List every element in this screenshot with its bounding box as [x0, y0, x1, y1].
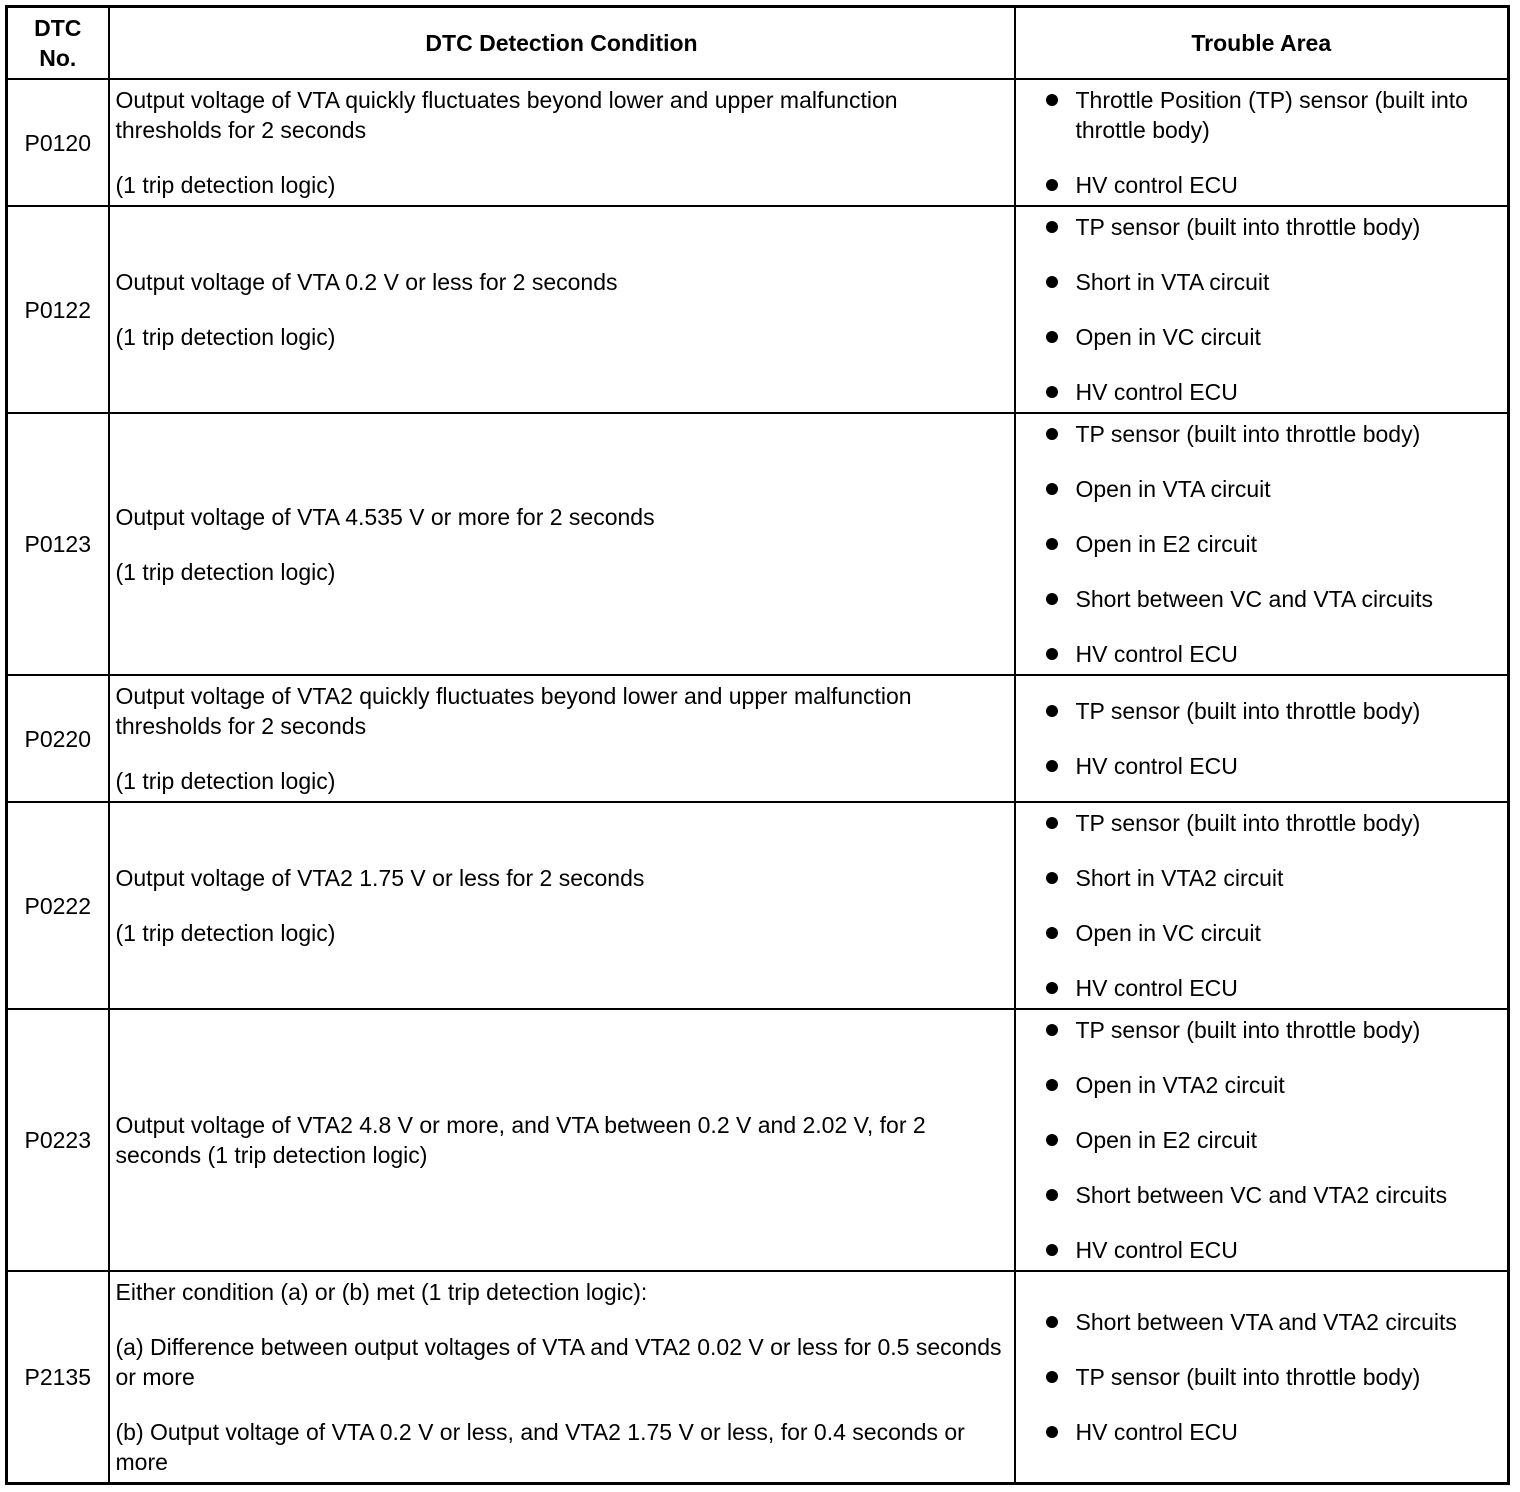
bullet-icon	[1046, 1316, 1058, 1328]
table-row	[7, 1271, 1509, 1483]
trouble-area-text: HV control ECU	[1075, 641, 1238, 667]
bullet-icon	[1046, 1371, 1058, 1383]
trouble-area-item	[1022, 1015, 1502, 1045]
bullet-icon	[1046, 386, 1058, 398]
condition-text: Output voltage of VTA quickly fluctuates beyond lower and upper malfunction thresholds for 2 seconds	[115, 87, 898, 143]
header-trouble-area: Trouble Area	[1015, 7, 1509, 80]
trouble-area-text: TP sensor (built into throttle body)	[1075, 810, 1421, 836]
condition-text: (1 trip detection logic)	[115, 324, 336, 350]
trouble-area-text: TP sensor (built into throttle body)	[1075, 1017, 1421, 1043]
trouble-area-text: Open in E2 circuit	[1075, 1127, 1258, 1153]
trouble-area-text: Open in VTA circuit	[1075, 476, 1271, 502]
dtc-table	[5, 5, 1510, 1485]
dtc-code-cell: P0220	[7, 675, 109, 802]
trouble-area-text: Short in VTA2 circuit	[1075, 865, 1284, 891]
condition-text: (1 trip detection logic)	[115, 920, 336, 946]
condition-text: Output voltage of VTA2 1.75 V or less for 2 seconds	[115, 865, 645, 891]
trouble-area-text: TP sensor (built into throttle body)	[1075, 1363, 1421, 1390]
condition-cell	[109, 79, 1015, 206]
trouble-area-item	[1022, 1235, 1502, 1265]
trouble-area-cell	[1015, 206, 1509, 413]
trouble-area-item	[1022, 1070, 1502, 1100]
trouble-area-cell	[1015, 675, 1509, 802]
trouble-area-item	[1022, 322, 1502, 352]
trouble-area-text: HV control ECU	[1075, 1418, 1238, 1445]
trouble-area-text: TP sensor (built into throttle body)	[1075, 214, 1421, 240]
trouble-area-list	[1022, 85, 1502, 200]
trouble-area-text: Open in VC circuit	[1075, 324, 1261, 350]
condition-text: Output voltage of VTA2 4.8 V or more, and VTA between 0.2 V and 2.02 V, for 2 seconds (1 trip detection logic)	[115, 1112, 926, 1168]
trouble-area-list	[1022, 696, 1502, 781]
trouble-area-text: HV control ECU	[1075, 172, 1238, 198]
bullet-icon	[1046, 1134, 1058, 1146]
bullet-icon	[1046, 648, 1058, 660]
condition-cell	[109, 206, 1015, 413]
trouble-area-item	[1022, 377, 1502, 407]
trouble-area-item	[1022, 1307, 1502, 1337]
trouble-area-item	[1022, 696, 1502, 726]
trouble-area-item	[1022, 267, 1502, 297]
trouble-area-text: Short in VTA circuit	[1075, 269, 1270, 295]
condition-cell	[109, 1009, 1015, 1271]
trouble-area-list	[1022, 1307, 1502, 1447]
trouble-area-item	[1022, 1180, 1502, 1210]
trouble-area-item	[1022, 1125, 1502, 1155]
trouble-area-item	[1022, 212, 1502, 242]
table-row	[7, 802, 1509, 1009]
trouble-area-text: Short between VTA and VTA2 circuits	[1075, 1308, 1457, 1335]
bullet-icon	[1046, 538, 1058, 550]
trouble-area-text: TP sensor (built into throttle body)	[1075, 698, 1421, 724]
condition-text: Output voltage of VTA 0.2 V or less for 2 seconds	[115, 269, 618, 295]
header-dtc-no	[7, 7, 109, 80]
trouble-area-list	[1022, 212, 1502, 407]
trouble-area-item	[1022, 918, 1502, 948]
bullet-icon	[1046, 221, 1058, 233]
bullet-icon	[1046, 593, 1058, 605]
trouble-area-item	[1022, 863, 1502, 893]
bullet-icon	[1046, 1079, 1058, 1091]
table-row	[7, 1009, 1509, 1271]
trouble-area-item	[1022, 474, 1502, 504]
condition-text: Either condition (a) or (b) met (1 trip detection logic):	[115, 1278, 648, 1305]
bullet-icon	[1046, 1189, 1058, 1201]
trouble-area-text: HV control ECU	[1075, 1237, 1238, 1263]
condition-text: (1 trip detection logic)	[115, 558, 336, 585]
bullet-icon	[1046, 705, 1058, 717]
bullet-icon	[1046, 179, 1058, 191]
trouble-area-list	[1022, 808, 1502, 1003]
trouble-area-cell	[1015, 1009, 1509, 1271]
trouble-area-cell	[1015, 802, 1509, 1009]
trouble-area-list	[1022, 419, 1502, 669]
condition-text: (a) Difference between output voltages of VTA and VTA2 0.02 V or less for 0.5 seconds or more	[115, 1333, 1002, 1390]
bullet-icon	[1046, 1024, 1058, 1036]
bullet-icon	[1046, 428, 1058, 440]
trouble-area-text: HV control ECU	[1075, 975, 1238, 1001]
table-body	[7, 79, 1509, 1483]
trouble-area-text: HV control ECU	[1075, 753, 1238, 779]
trouble-area-list	[1022, 1015, 1502, 1265]
bullet-icon	[1046, 872, 1058, 884]
trouble-area-text: TP sensor (built into throttle body)	[1075, 421, 1421, 447]
bullet-icon	[1046, 94, 1058, 106]
trouble-area-cell	[1015, 413, 1509, 675]
table-row	[7, 413, 1509, 675]
condition-cell	[109, 1271, 1015, 1483]
condition-text: Output voltage of VTA2 quickly fluctuates beyond lower and upper malfunction thresholds for 2 seconds	[115, 683, 912, 739]
trouble-area-item	[1022, 1362, 1502, 1392]
header-condition: DTC Detection Condition	[109, 7, 1015, 80]
table-row	[7, 675, 1509, 802]
trouble-area-text: Throttle Position (TP) sensor (built into throttle body)	[1075, 87, 1468, 143]
header-row	[7, 7, 1509, 80]
condition-cell	[109, 675, 1015, 802]
bullet-icon	[1046, 760, 1058, 772]
bullet-icon	[1046, 483, 1058, 495]
trouble-area-text: HV control ECU	[1075, 379, 1238, 405]
bullet-icon	[1046, 331, 1058, 343]
condition-cell	[109, 802, 1015, 1009]
condition-text: (1 trip detection logic)	[115, 768, 336, 794]
dtc-code-cell: P0223	[7, 1009, 109, 1271]
trouble-area-cell	[1015, 1271, 1509, 1483]
condition-cell	[109, 413, 1015, 675]
trouble-area-item	[1022, 808, 1502, 838]
bullet-icon	[1046, 817, 1058, 829]
dtc-code-cell: P0122	[7, 206, 109, 413]
trouble-area-item	[1022, 639, 1502, 669]
condition-text: (b) Output voltage of VTA 0.2 V or less, and VTA2 1.75 V or less, for 0.4 seconds or more	[115, 1418, 965, 1475]
dtc-code-cell: P0123	[7, 413, 109, 675]
trouble-area-item	[1022, 584, 1502, 614]
header-dtc-no-label: DTC No.	[34, 15, 82, 71]
trouble-area-text: Open in VC circuit	[1075, 920, 1261, 946]
bullet-icon	[1046, 982, 1058, 994]
trouble-area-item	[1022, 419, 1502, 449]
dtc-code-cell: P0222	[7, 802, 109, 1009]
dtc-code-cell: P2135	[7, 1271, 109, 1483]
trouble-area-item	[1022, 85, 1502, 145]
trouble-area-text: Short between VC and VTA2 circuits	[1075, 1182, 1448, 1208]
bullet-icon	[1046, 276, 1058, 288]
bullet-icon	[1046, 927, 1058, 939]
trouble-area-text: Short between VC and VTA circuits	[1075, 586, 1434, 612]
trouble-area-cell	[1015, 79, 1509, 206]
bullet-icon	[1046, 1244, 1058, 1256]
trouble-area-item	[1022, 1417, 1502, 1447]
trouble-area-text: Open in VTA2 circuit	[1075, 1072, 1285, 1098]
table-row	[7, 206, 1509, 413]
trouble-area-item	[1022, 973, 1502, 1003]
dtc-code-cell: P0120	[7, 79, 109, 206]
condition-text: Output voltage of VTA 4.535 V or more for 2 seconds	[115, 503, 655, 530]
bullet-icon	[1046, 1426, 1058, 1438]
trouble-area-item	[1022, 170, 1502, 200]
table-row	[7, 79, 1509, 206]
trouble-area-item	[1022, 751, 1502, 781]
condition-text: (1 trip detection logic)	[115, 172, 336, 198]
trouble-area-text: Open in E2 circuit	[1075, 531, 1258, 557]
trouble-area-item	[1022, 529, 1502, 559]
